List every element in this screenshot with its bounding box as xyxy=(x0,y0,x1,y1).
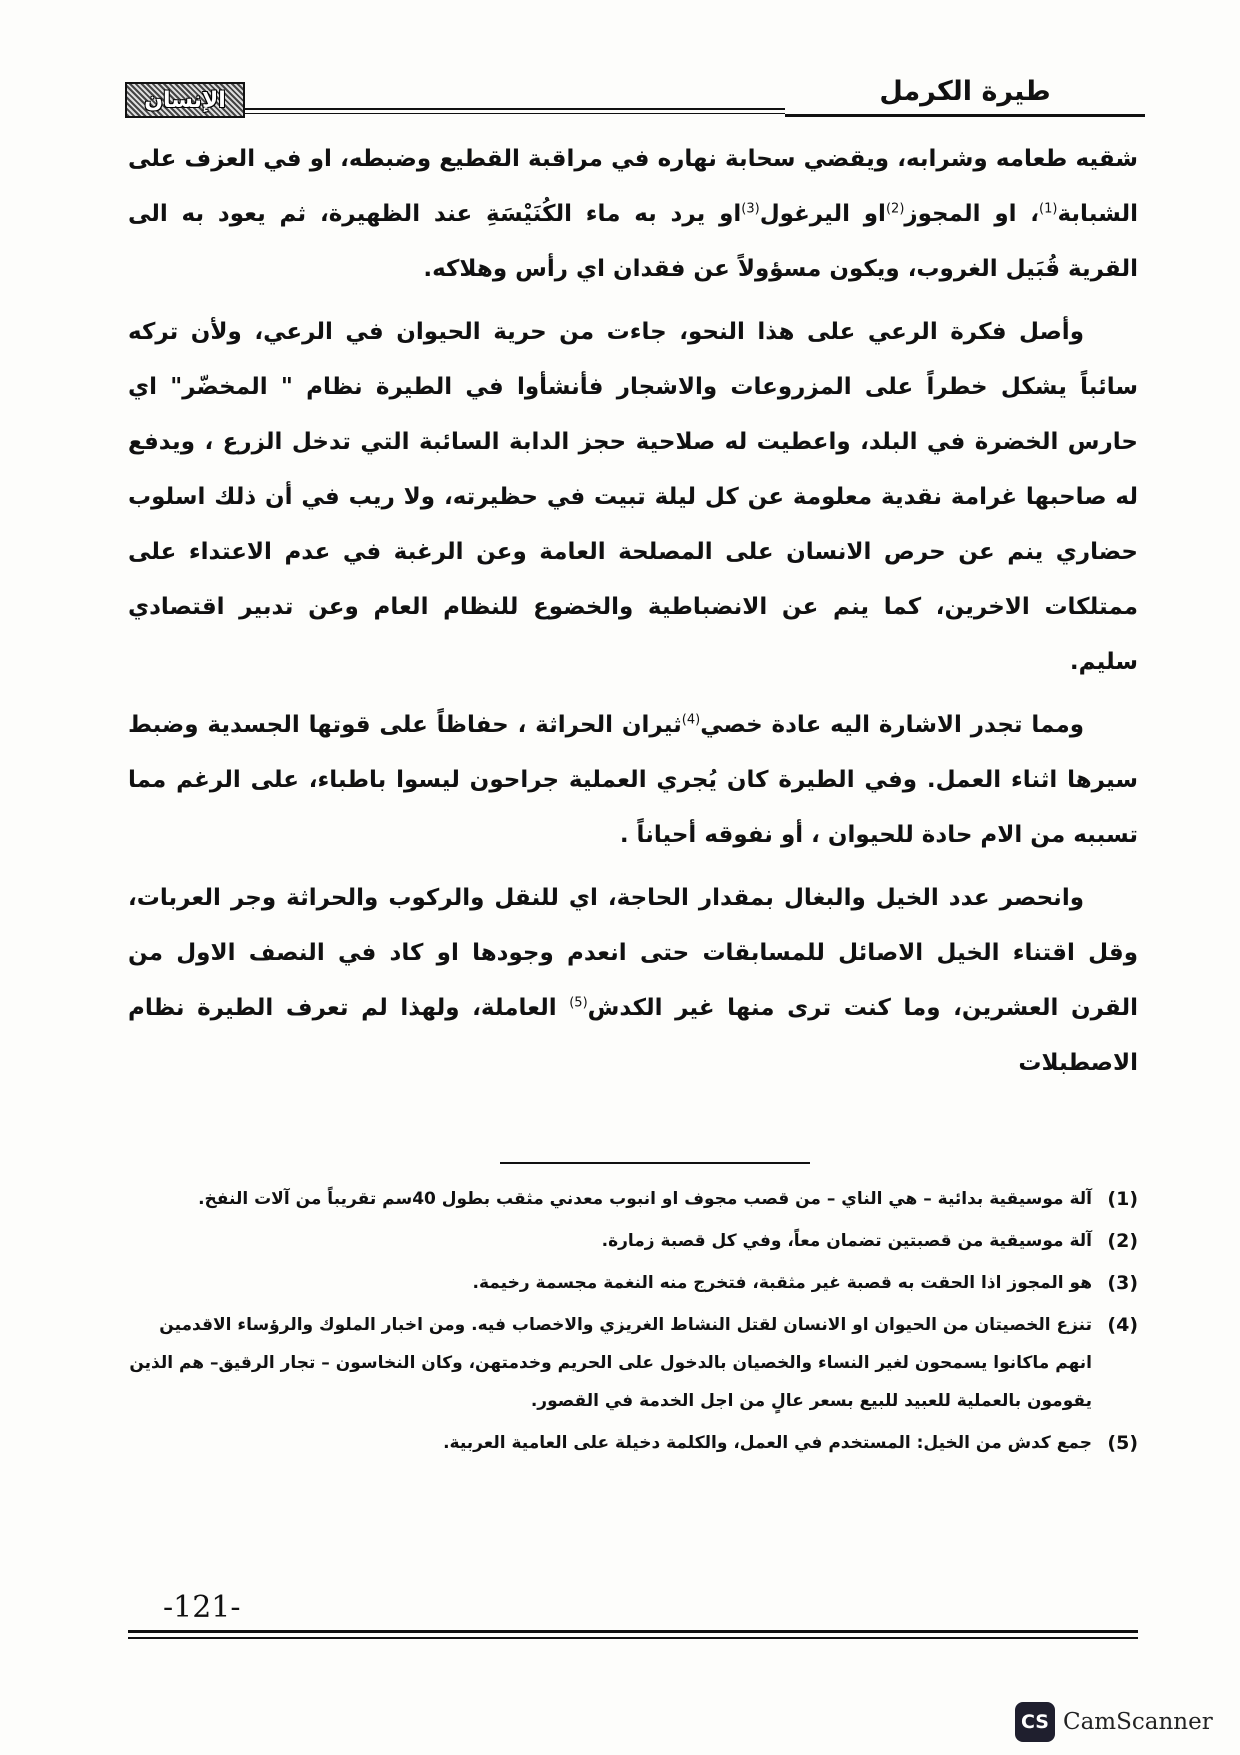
paragraph xyxy=(128,132,1138,297)
header-rule-secondary xyxy=(245,113,785,114)
book-title-underline xyxy=(785,114,1145,117)
footnote-text: هو المجوز اذا الحقت به قصبة غير مثقبة، فتخرج منه النغمة مجسمة رخيمة. xyxy=(472,1273,1092,1293)
footnote-ref: (2) xyxy=(885,201,905,217)
paragraph-text: وانحصر عدد الخيل والبغال بمقدار الحاجة، اي للنقل والركوب والحراثة وجر العربات، وقل اقتناء الخيل الاصائل للمسابقات حتى انعدم وجودها او كاد في النصف الاول من القرن العشرين، وما كنت ترى منها غير الكدش xyxy=(128,885,1138,1021)
footnote-text: آلة موسيقية من قصبتين تضمان معاً، وفي كل قصبة زمارة. xyxy=(601,1231,1092,1251)
paragraph-text: ومما تجدر الاشارة اليه عادة خصي xyxy=(700,712,1084,738)
footnote-text: جمع كدش من الخيل: المستخدم في العمل، والكلمة دخيلة على العامية العربية. xyxy=(443,1433,1092,1453)
paragraph xyxy=(128,698,1138,863)
paragraph-text: العاملة، ولهذا لم تعرف الطيرة نظام الاصطبلات xyxy=(128,995,1138,1076)
chapter-label-box xyxy=(125,82,245,118)
footnote-number: (1) xyxy=(1107,1188,1138,1210)
footnote-text: آلة موسيقية بدائية – هي الناي – من قصب مجوف او انبوب معدني مثقب بطول 40سم تقريباً من آلات النفخ. xyxy=(198,1189,1092,1209)
bottom-rule xyxy=(128,1630,1138,1633)
page-number: -121- xyxy=(163,1590,241,1625)
footnote-number: (5) xyxy=(1107,1432,1138,1454)
paragraph-text: شقيه طعامه وشرابه، ويقضي سحابة نهاره في مراقبة القطيع وضبطه، او في العزف على الشبابة xyxy=(128,146,1139,227)
footnote-ref: (1) xyxy=(1039,201,1058,217)
footnote-text: تنزع الخصيتان من الحيوان او الانسان لقتل النشاط الغريزي والاخصاب فيه. ومن اخبار الملوك والرؤساء الاقدمين انهم ماكانوا يسمحون لغير النساء والخصيان بالدخول على الحريم وخدمتهن، وكان النخاسون – تجار الرقيق– هم الذين يقومون بالعملية للعبيد للبيع بسعر عالٍ من اجل الخدمة في القصور. xyxy=(129,1315,1092,1411)
paragraph-text: ثيران الحراثة ، حفاظاً على قوتها الجسدية وضبط سيرها اثناء العمل. وفي الطيرة كان يُجري العملية جراحون ليسوا باطباء، على الرغم مما تسببه من الام حادة للحيوان ، أو نفوقه أحياناً . xyxy=(128,712,1138,848)
chapter-label: الإنسان xyxy=(144,87,226,113)
footnote-separator xyxy=(500,1162,810,1164)
footnote-number: (3) xyxy=(1107,1272,1138,1294)
bottom-rule-secondary xyxy=(128,1637,1138,1639)
paragraph xyxy=(128,871,1138,1091)
footnote-ref: (4) xyxy=(681,712,701,728)
footnote xyxy=(128,1222,1138,1260)
paragraph-text: او يرد به ماء الكُنَيْسَةِ عند الظهيرة، ثم يعود به الى القرية قُبَيل الغروب، ويكون مسؤولاً عن فقدان اي رأس وهلاكه. xyxy=(128,201,1138,282)
paragraph-text: او اليرغول xyxy=(759,201,886,227)
footnote-ref: (3) xyxy=(741,201,760,217)
body-text xyxy=(128,132,1138,1099)
camscanner-logo-icon: CS xyxy=(1015,1702,1055,1742)
footnote xyxy=(128,1180,1138,1218)
footnote-number: (4) xyxy=(1107,1314,1138,1336)
footnote-number: (2) xyxy=(1107,1230,1138,1252)
footnote xyxy=(128,1306,1138,1420)
footnote xyxy=(128,1264,1138,1302)
paragraph-text: وأصل فكرة الرعي على هذا النحو، جاءت من حرية الحيوان في الرعي، ولأن تركه سائباً يشكل خطراً على المزروعات والاشجار فأنشأوا في الطيرة نظام " المخضّر" اي حارس الخضرة في البلد، واعطيت له صلاحية حجز الدابة السائبة التي تدخل الزرع ، ويدفع له صاحبها غرامة نقدية معلومة عن كل ليلة تبيت في حظيرته، ولا ريب في أن ذلك اسلوب حضاري ينم عن حرص الانسان على المصلحة العامة وعن الرغبة في عدم الاعتداء على ممتلكات الاخرين، كما ينم عن الانضباطية والخضوع للنظام العام وعن تدبير اقتصادي سليم. xyxy=(128,319,1138,675)
footnote-ref: (5) xyxy=(569,995,588,1011)
footnotes xyxy=(128,1180,1138,1466)
book-title: طيرة الكرمل xyxy=(879,76,1051,107)
camscanner-text: CamScanner xyxy=(1063,1709,1213,1735)
paragraph xyxy=(128,305,1138,690)
camscanner-watermark xyxy=(1015,1702,1213,1742)
header-rule xyxy=(245,108,785,110)
paragraph-text: ، او المجوز xyxy=(904,201,1040,227)
running-header xyxy=(125,62,1145,124)
footnote xyxy=(128,1424,1138,1462)
